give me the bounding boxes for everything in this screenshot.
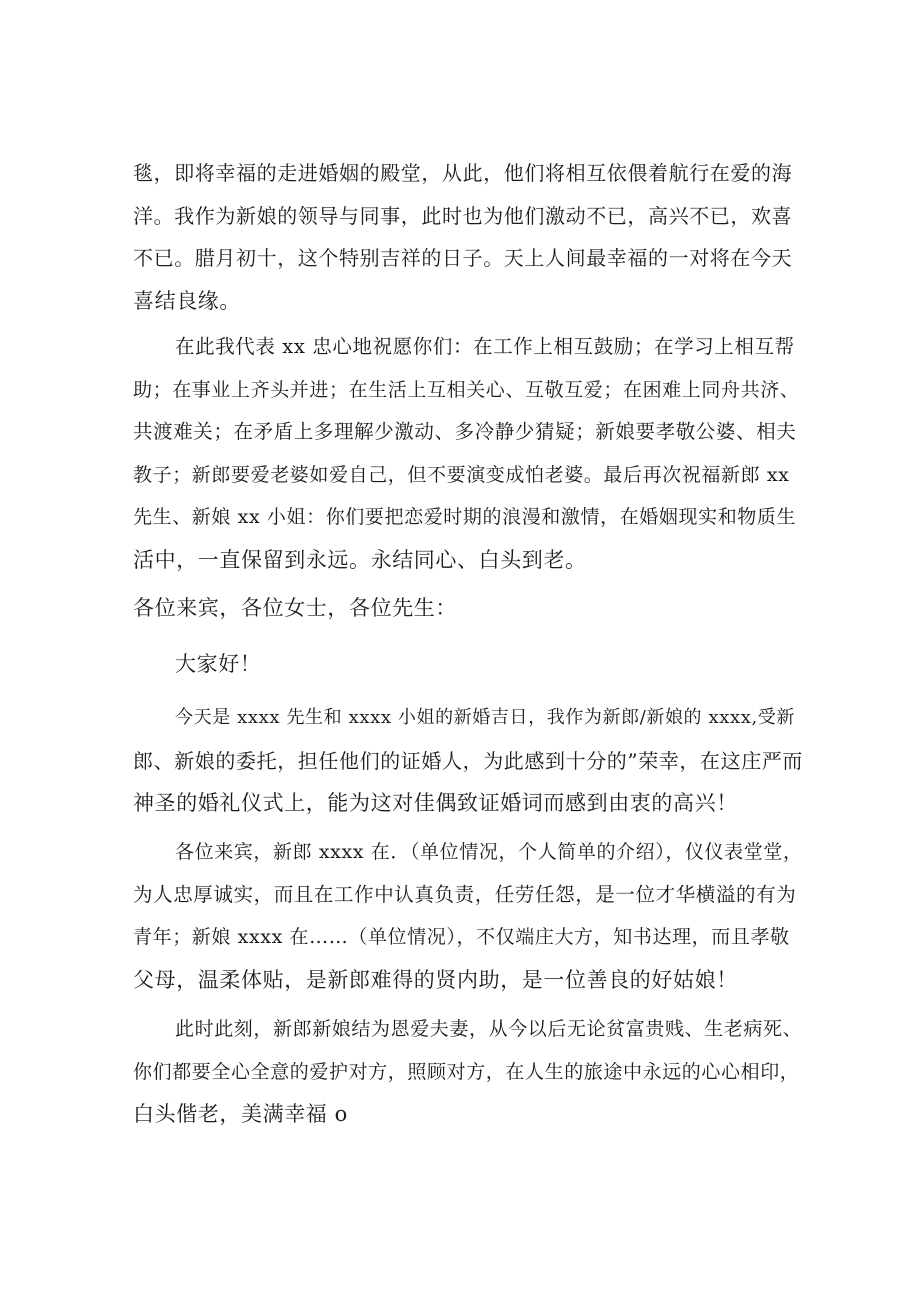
paragraph-4	[133, 643, 805, 686]
text-line: 各位来宾，各位女士，各位先生：	[133, 596, 457, 620]
text-line: 你们都要全心全意的爱护对方，照顾对方，在人生的旅途中永远的心心相印，	[133, 1060, 800, 1083]
text-line: 共渡难关；在矛盾上多理解少激动、多冷静少猜疑；新娘要孝敬公婆、相夫	[133, 420, 797, 443]
text-line: 为人忠厚诚实，而且在工作中认真负责，任劳任怨，是一位才华横溢的有为	[133, 882, 797, 906]
text-line: 活中，一直保留到永远。永结同心、白头到老。	[133, 547, 587, 572]
text-line: 教子；新郎要爱老婆如爱自己，但不要演变成怕老婆。最后再次祝福新郎 xx	[133, 463, 790, 486]
paragraph-6	[133, 831, 805, 1001]
text-line: 喜结良缘。	[133, 288, 241, 313]
paragraph-2	[133, 326, 805, 581]
text-line: 在此我代表 xx 忠心地祝愿你们：在工作上相互鼓励；在学习上相互帮	[175, 335, 795, 358]
text-line: 白头偕老，美满幸福 o	[133, 1102, 348, 1126]
text-line: 不已。腊月初十，这个特别吉祥的日子。天上人间最幸福的一对将在今天	[133, 246, 793, 270]
text-line: 大家好！	[175, 652, 262, 676]
text-line: 此时此刻，新郎新娘结为恩爱夫妻，从今以后无论贫富贵贱、生老病死、	[175, 1018, 803, 1040]
text-line: 父母，温柔体贴，是新郎难得的贤内助，是一位善良的好姑娘！	[133, 967, 738, 992]
text-line: 神圣的婚礼仪式上，能为这对佳偶致证婚词而感到由衷的高兴！	[133, 791, 738, 815]
paragraph-5	[133, 697, 805, 825]
text-line: 今天是 xxxx 先生和 xxxx 小姐的新婚吉日，我作为新郎/新娘的 xxxx,受新	[175, 707, 796, 728]
text-line: 各位来宾，新郎 xxxx 在．（单位情况，个人简单的介绍），仪仪表堂堂，	[175, 841, 803, 863]
text-line: 先生、新娘 xx 小姐：你们要把恋爱时期的浪漫和激情，在婚姻现实和物质生	[133, 506, 797, 528]
paragraph-3	[133, 587, 805, 630]
paragraph-1	[133, 152, 805, 322]
text-line: 郎、新娘的委托，担任他们的证婚人，为此感到十分的”荣幸，在这庄严而	[133, 748, 804, 773]
text-line: 助；在事业上齐头并进；在生活上互相关心、互敬互爱；在困难上同舟共济、	[133, 378, 800, 401]
text-line: 洋。我作为新娘的领导与同事，此时也为他们激动不已，高兴不已，欢喜	[133, 203, 793, 228]
text-line: 毯，即将幸福的走进婚姻的殿堂，从此，他们将相互依偎着航行在爱的海	[133, 161, 793, 185]
text-line: 青年；新娘 xxxx 在……（单位情况），不仅端庄大方，知书达理，而且孝敬	[133, 926, 790, 948]
paragraph-7	[133, 1008, 805, 1136]
